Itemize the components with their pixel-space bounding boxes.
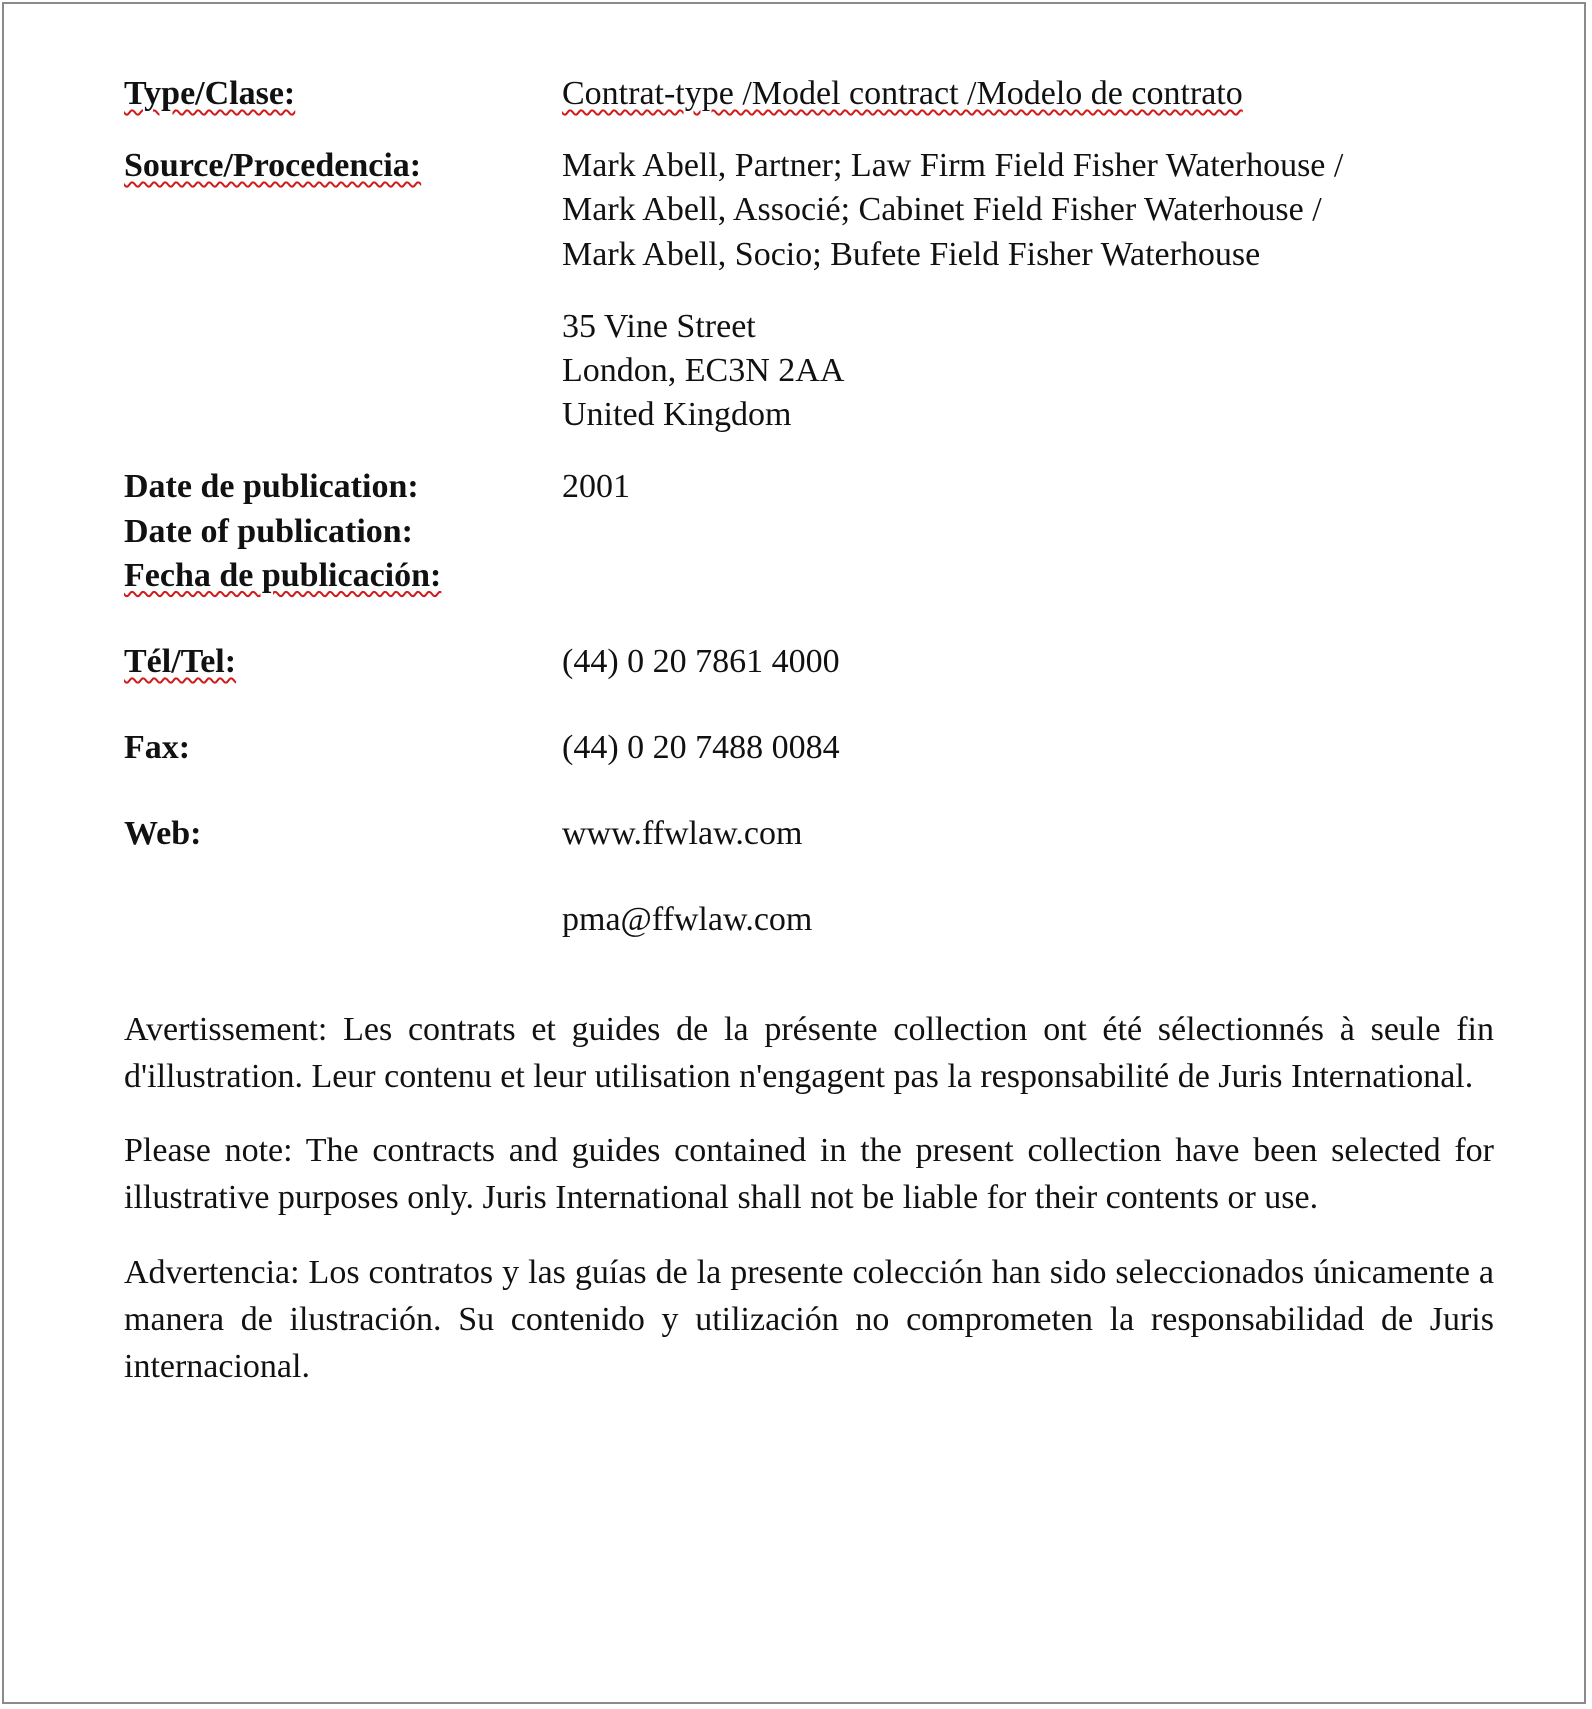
address-value [562, 305, 1494, 438]
date-value: 2001 [562, 468, 630, 506]
address-street: 35 Vine Street [562, 307, 756, 345]
address-country: United Kingdom [562, 396, 792, 434]
date-labels [124, 465, 562, 598]
web-row [124, 812, 1494, 856]
document-body [124, 72, 1494, 1391]
notice-spanish: Advertencia: Los contratos y las guías de la presente colección han sido seleccionados únicamente a manera de ilustración. Su contenido y utilización no comprometen la responsabilidad de Juris internacional. [124, 1254, 1494, 1386]
type-value: Contrat-type /Model contract /Modelo de contrato [562, 75, 1243, 112]
address-city: London, EC3N 2AA [562, 351, 845, 389]
email-row [124, 898, 1494, 942]
notice-french: Avertissement: Les contrats et guides de la présente collection ont été sélectionnés à seule fin d'illustration. Leur contenu et leur utilisation n'engagent pas la responsabilité de Juris International. [124, 1010, 1494, 1095]
web-value[interactable]: www.ffwlaw.com [562, 815, 803, 853]
source-label: Source/Procedencia: [124, 147, 422, 185]
source-row [124, 144, 1494, 277]
fax-label: Fax: [124, 729, 191, 767]
tel-value: (44) 0 20 7861 4000 [562, 642, 840, 680]
date-label-fr: Date de publication: [124, 468, 419, 506]
date-label-en: Date of publication: [124, 512, 413, 550]
web-label: Web: [124, 815, 202, 853]
date-label-es: Fecha de publicación: [124, 556, 442, 594]
date-row [124, 465, 1494, 598]
email-value[interactable]: pma@ffwlaw.com [562, 901, 813, 939]
tel-row [124, 640, 1494, 684]
type-row [124, 72, 1494, 116]
source-line-1: Mark Abell, Partner; Law Firm Field Fisher Waterhouse / [562, 147, 1344, 185]
notice-english: Please note: The contracts and guides contained in the present collection have been selected for illustrative purposes only. Juris International shall not be liable for their contents or use. [124, 1132, 1494, 1217]
source-line-3: Mark Abell, Socio; Bufete Field Fisher Waterhouse [562, 235, 1261, 273]
type-label: Type/Clase: [124, 75, 296, 112]
tel-label: Tél/Tel: [124, 642, 237, 680]
source-line-2: Mark Abell, Associé; Cabinet Field Fisher Waterhouse / [562, 191, 1322, 229]
source-value [562, 144, 1494, 277]
fax-row [124, 726, 1494, 770]
fax-value: (44) 0 20 7488 0084 [562, 729, 840, 767]
address-row [124, 305, 1494, 438]
